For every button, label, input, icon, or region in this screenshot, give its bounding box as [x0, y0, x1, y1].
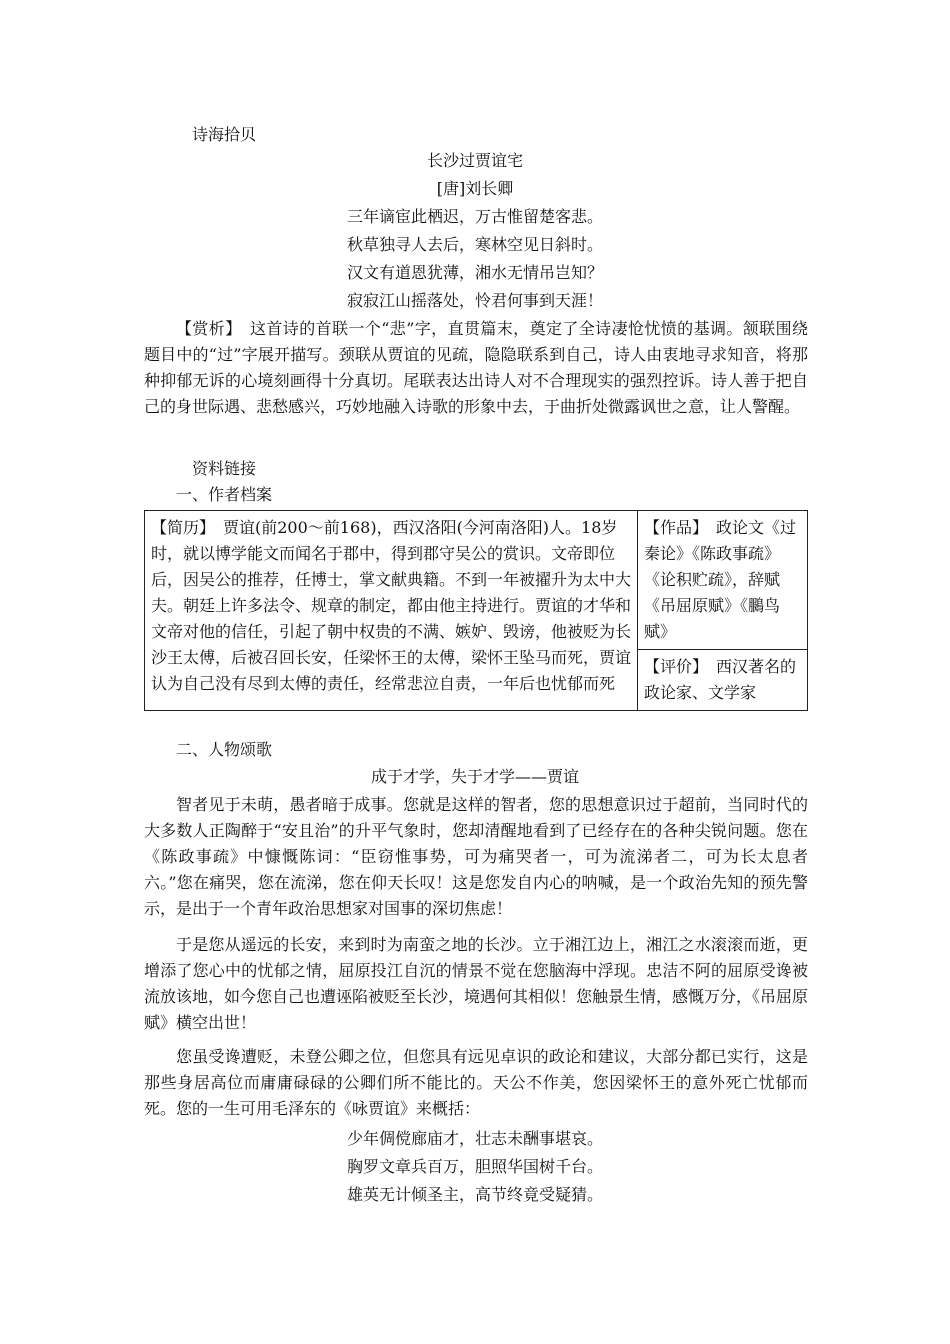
quoted-poem-line: 胸罗文章兵百万，胆照华国树千台。	[346, 1157, 603, 1176]
subsection-title-author-profile: 一、作者档案	[176, 485, 273, 504]
essay-paragraph: 您虽受谗遭贬，未登公卿之位，但您具有远见卓识的政论和建议，大部分都已实行，这是那些身居高位而庸庸碌碌的公卿们所不能比的。天公不作美，您因梁怀王的意外死亡忧郁而死。您的一生可用毛泽东的《咏贾谊》来概括：	[144, 1047, 808, 1118]
quoted-poem-line: 雄英无计倾圣主，高节终竟受疑猜。	[346, 1185, 603, 1204]
poem-line: 寂寂江山摇落处，怜君何事到天涯！	[346, 291, 603, 310]
profile-bio-cell: 【简历】 贾谊(前200～前168)，西汉洛阳(今河南洛阳)人。18岁时，就以博学能文而闻名于郡中，得到郡守吴公的赏识。文帝即位后，因吴公的推荐，任博士，掌文献典籍。不到一年被擢升为太中大夫。朝廷上许多法令、规章的制定，都由他主持进行。贾谊的才华和文帝对他的信任，引起了朝中权贵的不满、嫉妒、毁谤，他被贬为长沙王太傅，后被召回长安，任梁怀王的太傅，梁怀王坠马而死，贾谊认为自己没有尽到太傅的责任，经常悲泣自责，一年后也忧郁而死	[145, 511, 638, 711]
poem-author: [唐]刘长卿	[436, 179, 514, 198]
profile-works-cell: 【作品】 政论文《过秦论》《陈政事疏》《论积贮疏》，辞赋《吊屈原赋》《鵩鸟赋》	[638, 511, 808, 650]
subsection-title-tribute: 二、人物颂歌	[176, 740, 273, 759]
poem-line: 三年谪宦此栖迟，万古惟留楚客悲。	[346, 207, 603, 226]
appreciation-paragraph: 【赏析】 这首诗的首联一个“悲”字，直贯篇末，奠定了全诗凄怆忧愤的基调。颔联围绕题目中的“过”字展开描写。颈联从贾谊的见疏，隐隐联系到自己，诗人由衷地寻求知音，将那种抑郁无诉的心境刻画得十分真切。尾联表达出诗人对不合理现实的强烈控诉。诗人善于把自己的身世际遇、悲愁感兴，巧妙地融入诗歌的形象中去，于曲折处微露讽世之意，让人警醒。	[144, 319, 808, 416]
author-profile-table	[144, 510, 808, 711]
essay-title: 成于才学，失于才学——贾谊	[370, 767, 579, 786]
essay-paragraph: 于是您从遥远的长安，来到时为南蛮之地的长沙。立于湘江边上，湘江之水滚滚而逝，更增添了您心中的忧郁之情，屈原投江自沉的情景不觉在您脑海中浮现。忠洁不阿的屈原受谗被流放该地，如今您自己也遭诬陷被贬至长沙，境遇何其相似！您触景生情，感慨万分，《吊屈原赋》横空出世！	[144, 935, 809, 1032]
quoted-poem-line: 少年倜傥廊庙才，壮志未酬事堪哀。	[346, 1129, 603, 1148]
section-title-materials: 资料链接	[192, 459, 257, 478]
poem-line: 秋草独寻人去后，寒林空见日斜时。	[346, 235, 603, 254]
section-title-poetry: 诗海拾贝	[192, 125, 257, 144]
poem-line: 汉文有道恩犹薄，湘水无情吊岂知？	[346, 263, 603, 282]
essay-paragraph: 智者见于未萌，愚者暗于成事。您就是这样的智者，您的思想意识过于超前，当同时代的大多数人正陶醉于“安且治”的升平气象时，您却清醒地看到了已经存在的各种尖锐问题。您在《陈政事疏》中慷慨陈词：“臣窃惟事势，可为痛哭者一，可为流涕者二，可为长太息者六。”您在痛哭，您在流涕，您在仰天长叹！这是您发自内心的呐喊，是一个政治先知的预先警示，是出于一个青年政治思想家对国事的深切焦虑！	[144, 795, 808, 918]
poem-title: 长沙过贾谊宅	[426, 151, 523, 170]
profile-evaluation-cell: 【评价】 西汉著名的政论家、文学家	[638, 650, 808, 711]
